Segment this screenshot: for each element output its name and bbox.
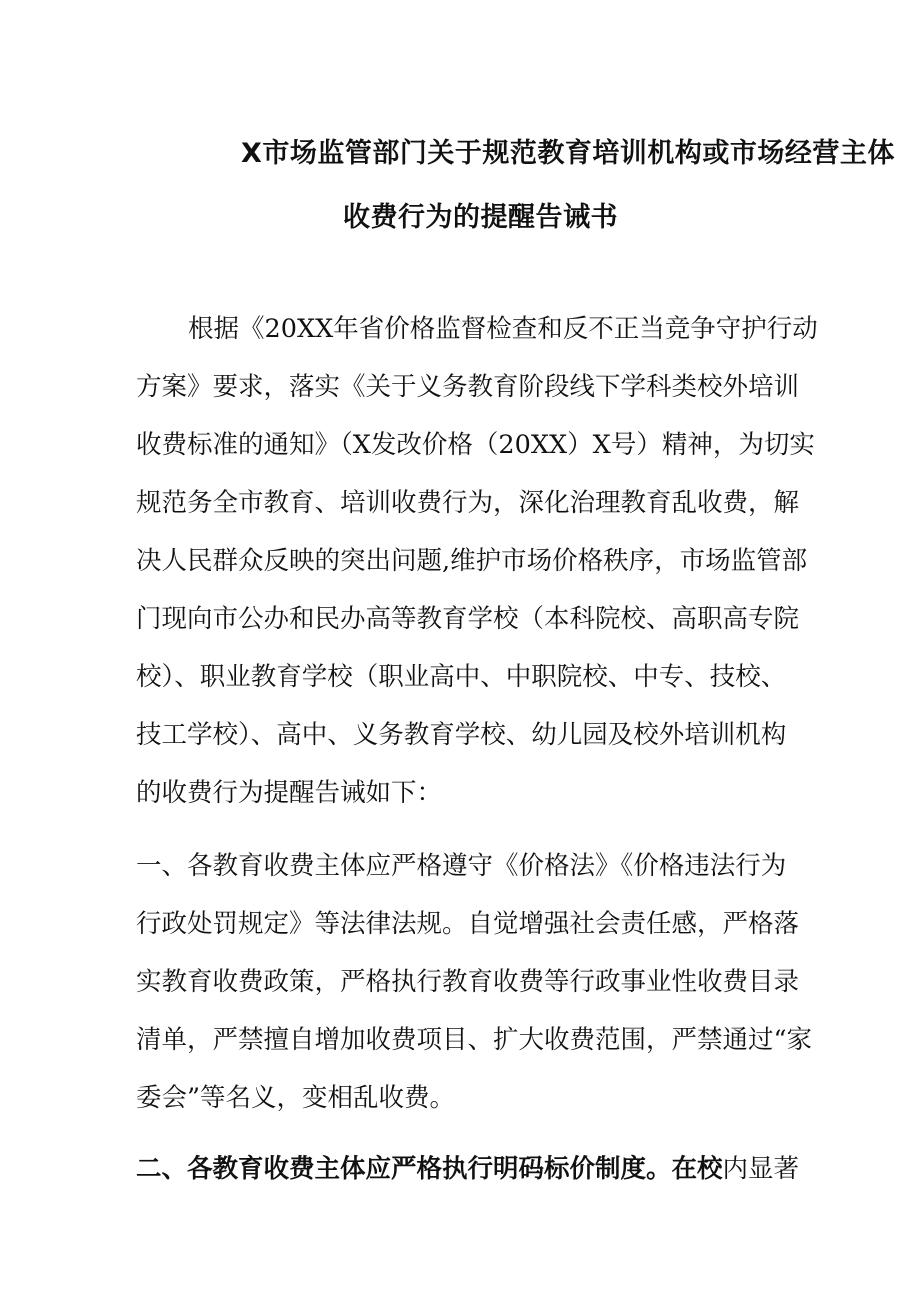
paragraph-2-line: 委会”等名义，变相乱收费。: [136, 1083, 456, 1113]
document-title-line-1: X市场监管部门关于规范教育培训机构或市场经营主体: [241, 138, 895, 169]
paragraph-1-line: 校）、职业教育学校（职业高中、中职院校、中专、技校、: [136, 662, 787, 692]
paragraph-1-line: 的收费行为提醒告诫如下：: [136, 778, 443, 808]
paragraph-1-line: 技工学校）、高中、义务教育学校、幼儿园及校外培训机构: [136, 720, 787, 750]
paragraph-1-line: 决人民群众反映的突出问题,维护市场价格秩序，市场监管部: [136, 546, 808, 576]
paragraph-1-line: 收费标准的通知》（X发改价格（20XX）X号）精神，为切实: [136, 430, 815, 460]
paragraph-1-line: 规范务全市教育、培训收费行为，深化治理教育乱收费，解: [136, 488, 800, 518]
paragraph-3-line: [136, 1140, 800, 1198]
paragraph-3-bold-text: 二、各教育收费主体应严格执行明码标价制度。在校: [136, 1154, 723, 1184]
paragraph-2: [136, 837, 813, 1127]
paragraph-2-line: 一、各教育收费主体应严格遵守《价格法》《价格违法行为: [136, 851, 787, 881]
paragraph-1-line: 方案》要求，落实《关于义务教育阶段线下学科类校外培训: [136, 372, 800, 402]
paragraph-2-line: 清单，严禁擅自增加收费项目、扩大收费范围，严禁通过“家: [136, 1025, 813, 1055]
document-title-line-2: 收费行为的提醒告诫书: [343, 202, 618, 233]
paragraph-3-regular-text: 内显著: [722, 1154, 800, 1184]
paragraph-1-line: 门现向市公办和民办高等教育学校（本科院校、高职高专院: [136, 604, 800, 634]
paragraph-1-line: 根据《20XX年省价格监督检查和反不正当竞争守护行动: [188, 314, 818, 344]
paragraph-2-line: 实教育收费政策，严格执行教育收费等行政事业性收费目录: [136, 967, 800, 997]
paragraph-3: [136, 1140, 800, 1198]
paragraph-2-line: 行政处罚规定》等法律法规。自觉增强社会责任感，严格落: [136, 909, 800, 939]
paragraph-1: [136, 300, 818, 822]
